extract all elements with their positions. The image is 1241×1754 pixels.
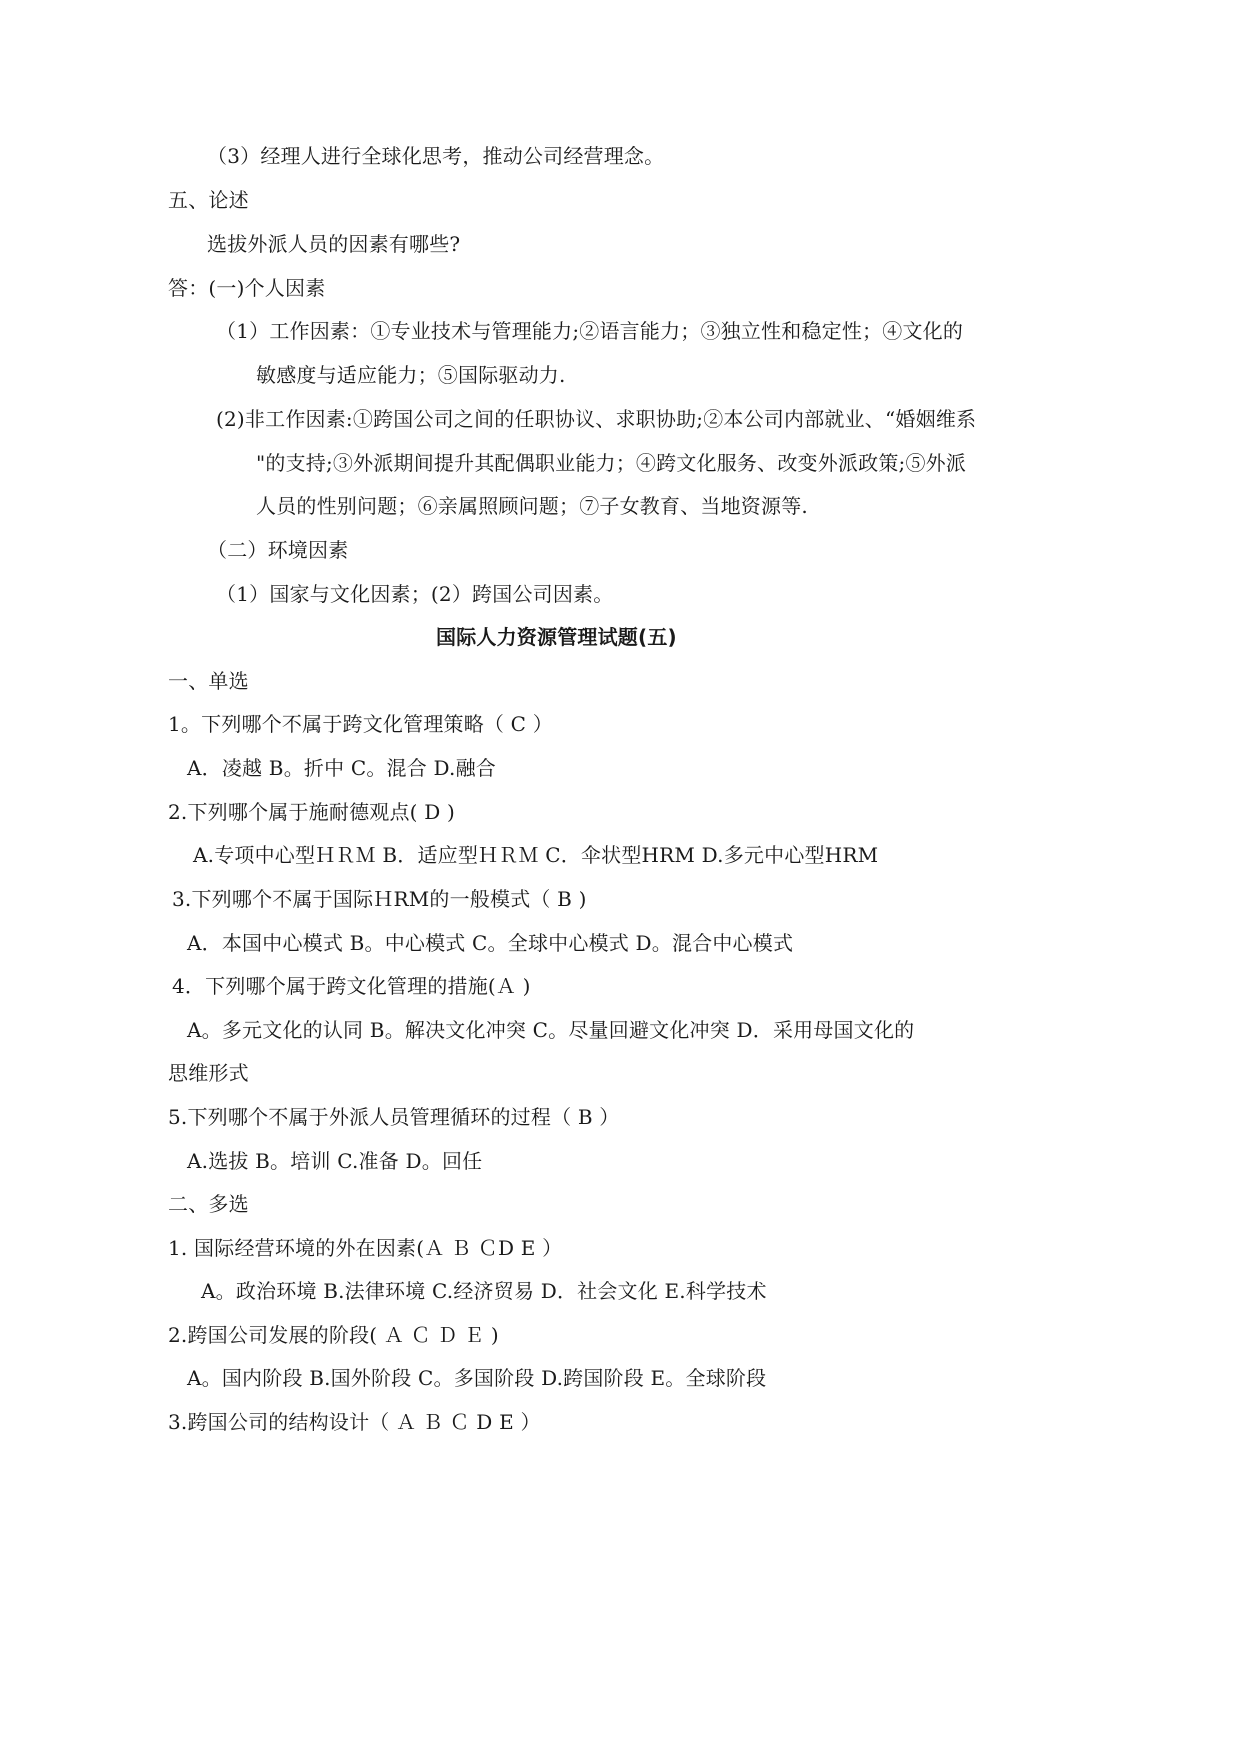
mc-question-2-options: A。国内阶段 B.国外阶段 C。多国阶段 D.跨国阶段 E。全球阶段 <box>187 1366 767 1390</box>
mc-question-3: 3.跨国公司的结构设计（ Ａ Ｂ Ｃ D E ） <box>168 1410 541 1434</box>
mc-question-2: 2.跨国公司发展的阶段( Ａ Ｃ Ｄ Ｅ ) <box>168 1323 499 1347</box>
mc-question-1: 1. 国际经营环境的外在因素(Ａ Ｂ ＣD E ） <box>168 1236 563 1260</box>
mc-question-1-options: A。政治环境 B.法律环境 C.经济贸易 D．社会文化 E.科学技术 <box>201 1279 767 1303</box>
answer-point-3: （3）经理人进行全球化思考，推动公司经营理念。 <box>207 144 665 168</box>
section-heading-multiple-choice: 二、多选 <box>168 1192 249 1216</box>
non-work-factors-line-3: 人员的性别问题；⑥亲属照顾问题；⑦子女教育、当地资源等. <box>256 494 808 518</box>
non-work-factors-line-2: "的支持;③外派期间提升其配偶职业能力；④跨文化服务、改变外派政策;⑤外派 <box>256 451 967 475</box>
question-4-options-line-1: A。多元文化的认同 B。解决文化冲突 C。尽量回避文化冲突 D．采用母国文化的 <box>187 1018 915 1042</box>
section-heading-single-choice: 一、单选 <box>168 669 249 693</box>
non-work-factors-line-1: (2)非工作因素:①跨国公司之间的任职协议、求职协助;②本公司内部就业、“婚姻维系 <box>216 407 977 431</box>
question-5: 5.下列哪个不属于外派人员管理循环的过程（ B ） <box>168 1105 620 1129</box>
work-factors-line-2: 敏感度与适应能力；⑤国际驱动力. <box>256 363 566 387</box>
essay-question: 选拔外派人员的因素有哪些? <box>207 232 461 256</box>
question-5-options: A.选拔 B。培训 C.准备 D。回任 <box>187 1149 483 1173</box>
section-heading-essay: 五、论述 <box>168 188 249 212</box>
question-2: 2.下列哪个属于施耐德观点( D ) <box>168 800 456 824</box>
question-1: 1。下列哪个不属于跨文化管理策略（ C ） <box>168 712 553 736</box>
question-2-options: A.专项中心型ＨＲＭ B．适应型ＨＲＭ C．伞状型HRM D.多元中心型HRM <box>193 843 879 867</box>
question-4-options-line-2: 思维形式 <box>168 1061 249 1085</box>
question-3: 3.下列哪个不属于国际ＨRM的一般模式（ B ) <box>172 887 587 911</box>
question-4: 4．下列哪个属于跨文化管理的措施(Ａ ) <box>172 974 531 998</box>
answer-personal-factors: 答：(一)个人因素 <box>168 276 326 300</box>
environment-factors-heading: （二）环境因素 <box>207 538 349 562</box>
question-1-options: A．凌越 B。折中 C。混合 D.融合 <box>187 756 496 780</box>
work-factors-line-1: （1）工作因素：①专业技术与管理能力;②语言能力；③独立性和稳定性；④文化的 <box>216 319 964 343</box>
environment-factors-detail: （1）国家与文化因素；(2）跨国公司因素。 <box>216 582 614 606</box>
question-3-options: A．本国中心模式 B。中心模式 C。全球中心模式 D。混合中心模式 <box>187 931 794 955</box>
exam-title: 国际人力资源管理试题(五) <box>436 625 677 649</box>
